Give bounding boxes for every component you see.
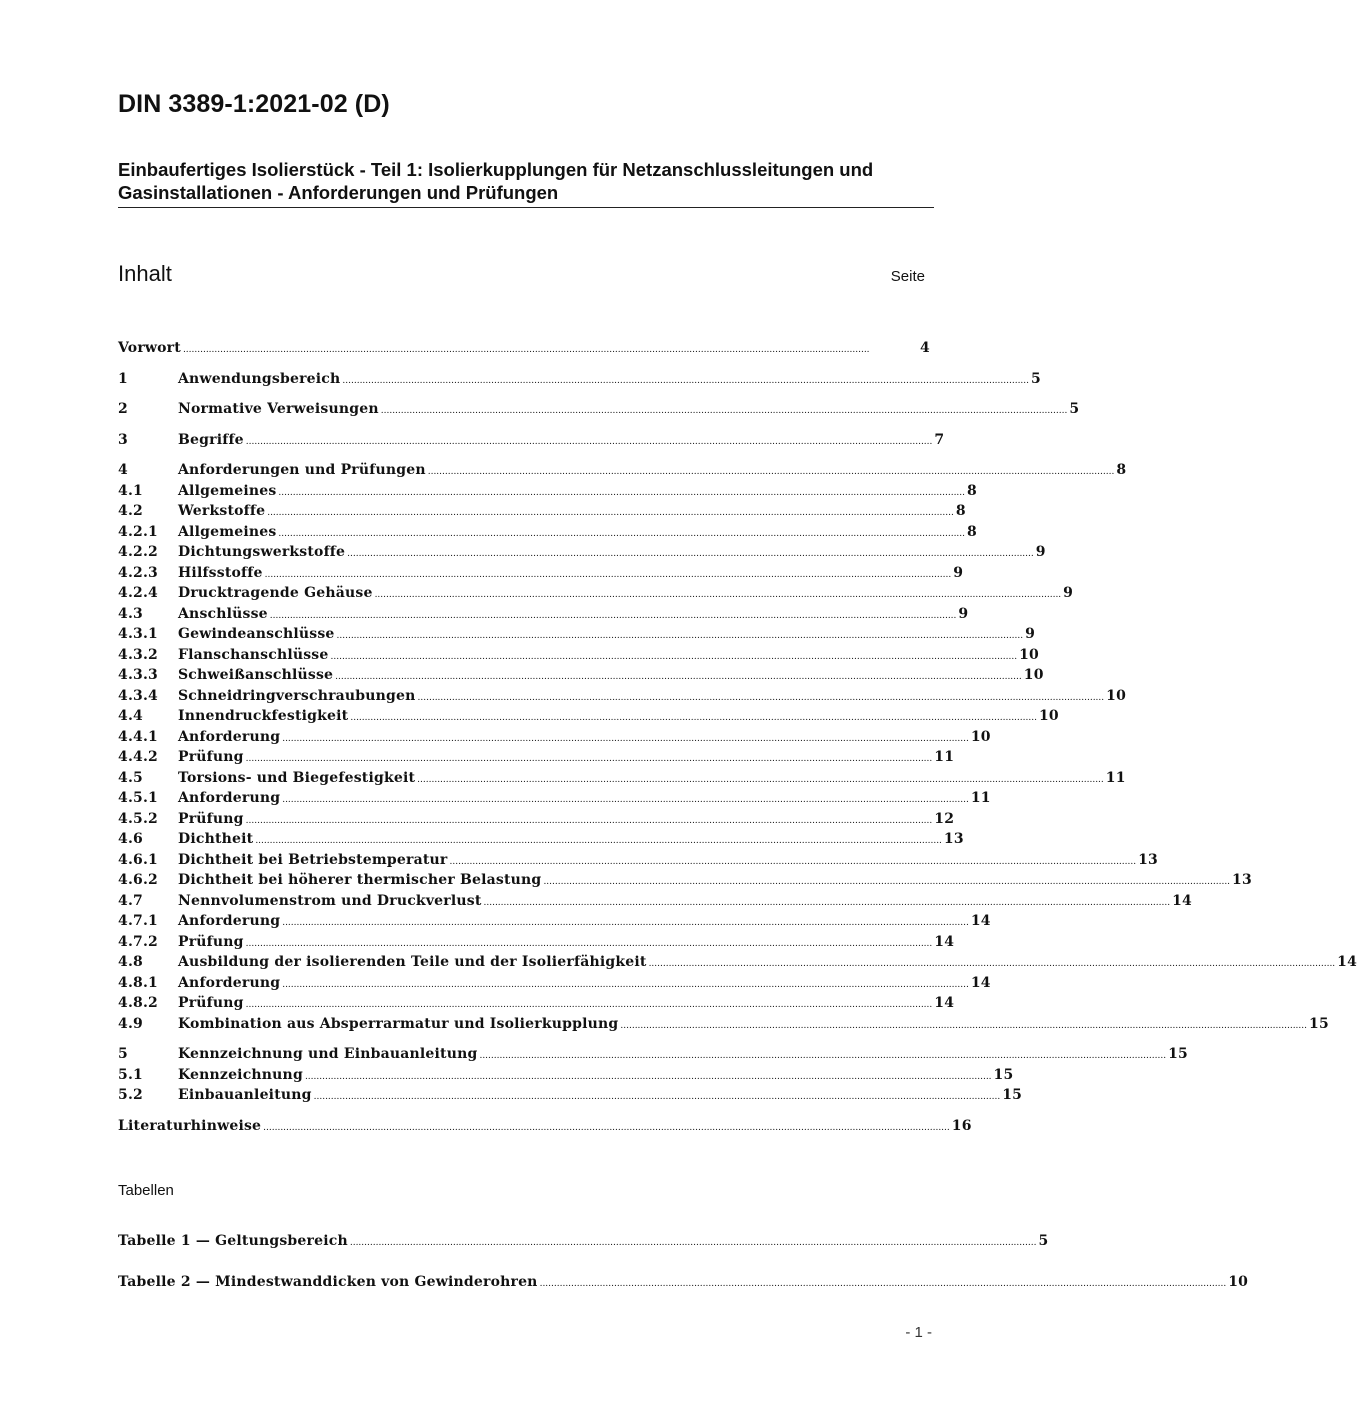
toc-entry-page: 14 — [934, 933, 955, 950]
toc-entry[interactable] — [118, 706, 1059, 727]
toc-entry-page: 14 — [1337, 954, 1357, 970]
toc-entry-number: 4.7 — [118, 892, 143, 909]
toc-entry[interactable] — [118, 1085, 1023, 1106]
toc-entry-page: 5 — [1031, 370, 1041, 387]
document-id: DIN 3389-1:2021-02 (D) — [118, 90, 390, 118]
toc-entry-number: 4.4 — [118, 708, 143, 724]
toc-entry-page: 15 — [1309, 1015, 1329, 1032]
toc-entry-page: 8 — [955, 503, 966, 519]
toc-dot-leader — [278, 522, 965, 545]
toc-dot-leader — [278, 481, 965, 504]
toc-entry-page: 10 — [1019, 646, 1039, 663]
toc-entry-number: 4.3 — [118, 605, 143, 622]
toc-entry-title[interactable]: Allgemeines — [178, 523, 277, 540]
toc-dot-leader — [350, 706, 1037, 729]
toc-entry[interactable] — [118, 542, 1046, 563]
table-list-page: 10 — [1228, 1273, 1249, 1290]
toc-entry-number: 4.5 — [118, 769, 143, 786]
toc-entry-title[interactable]: Kombination aus Absperrarmatur und Isolierkupplung — [178, 1015, 619, 1032]
page-number: - 1 - — [905, 1324, 932, 1341]
toc-entry-title[interactable]: Begriffe — [178, 431, 244, 448]
toc-entry[interactable] — [118, 870, 1252, 891]
toc-entry-number: 4.8.1 — [118, 974, 158, 991]
toc-entry[interactable] — [118, 481, 977, 502]
toc-entry-number: 4.4.2 — [118, 749, 158, 765]
toc-entry-title[interactable]: Anschlüsse — [178, 605, 268, 622]
toc-entry-page: 13 — [943, 831, 964, 847]
toc-entry-title[interactable]: Anforderung — [178, 728, 281, 745]
toc-entry[interactable] — [118, 788, 991, 809]
document-title: Einbaufertiges Isolierstück - Teil 1: Isolierkupplungen für Netzanschlussleitungen und Gasinstallationen - Anforderungen und Prüfungen — [118, 158, 934, 208]
table-of-contents — [118, 338, 1357, 1136]
toc-entry[interactable] — [118, 829, 964, 850]
toc-entry-number: 4.2.1 — [118, 523, 158, 540]
toc-entry-page: 8 — [967, 482, 977, 499]
toc-dot-leader — [255, 829, 942, 852]
toc-dot-leader — [246, 932, 933, 955]
toc-entry-page: 9 — [1025, 626, 1036, 642]
toc-entry[interactable] — [118, 727, 991, 748]
toc-dot-leader — [183, 338, 918, 361]
toc-entry-number: 4.2.2 — [118, 544, 158, 560]
toc-entry-number: 3 — [118, 431, 128, 448]
toc-entry-number: 2 — [118, 401, 128, 417]
toc-entry-title[interactable]: Anwendungsbereich — [178, 370, 341, 387]
toc-entry-number: 4.2.4 — [118, 585, 158, 601]
toc-entry-page: 14 — [970, 974, 991, 991]
toc-entry-page: 13 — [1138, 851, 1158, 868]
toc-entry[interactable] — [118, 1065, 1014, 1086]
toc-entry-title[interactable]: Schweißanschlüsse — [178, 667, 334, 683]
toc-entry-page: 9 — [958, 605, 969, 622]
toc-entry-page: 11 — [1105, 769, 1126, 786]
toc-entry-title[interactable]: Dichtheit — [178, 831, 254, 847]
toc-dot-leader — [479, 1044, 1166, 1067]
toc-entry[interactable] — [118, 850, 1158, 871]
table-list-entry[interactable] — [118, 1231, 1049, 1252]
tables-heading: Tabellen — [118, 1182, 174, 1199]
toc-dot-leader — [620, 1014, 1307, 1037]
toc-entry[interactable] — [118, 993, 955, 1014]
toc-entry-page: 11 — [934, 749, 955, 765]
table-list-title[interactable]: Tabelle 1 — Geltungsbereich — [118, 1233, 348, 1249]
toc-entry[interactable] — [118, 583, 1074, 604]
toc-entry-title[interactable]: Allgemeines — [178, 482, 277, 499]
toc-entry[interactable] — [118, 891, 1192, 912]
toc-entry[interactable] — [118, 369, 1041, 390]
toc-entry-page: 9 — [953, 564, 964, 581]
toc-entry-title[interactable]: Schneidringverschraubungen — [178, 687, 416, 704]
toc-entry-page: 16 — [951, 1117, 972, 1134]
toc-dot-leader — [282, 911, 969, 934]
toc-entry-title[interactable]: Vorwort — [118, 340, 181, 356]
toc-dot-leader — [331, 645, 1018, 668]
toc-dot-leader — [543, 870, 1230, 893]
toc-entry[interactable] — [118, 645, 1039, 666]
toc-entry-page: 15 — [993, 1066, 1014, 1083]
toc-dot-leader — [649, 952, 1336, 975]
toc-dot-leader — [347, 542, 1034, 565]
toc-entry-number: 4.5.2 — [118, 810, 158, 827]
toc-entry[interactable] — [118, 973, 991, 994]
toc-entry-number: 4.2.3 — [118, 564, 158, 581]
toc-entry-title[interactable]: Drucktragende Gehäuse — [178, 585, 373, 601]
toc-entry[interactable] — [118, 338, 930, 359]
toc-entry[interactable] — [118, 522, 977, 543]
toc-entry-page: 14 — [934, 995, 955, 1011]
toc-dot-leader — [337, 624, 1024, 647]
toc-entry[interactable] — [118, 911, 991, 932]
toc-entry-title[interactable]: Prüfung — [178, 810, 244, 827]
toc-entry[interactable] — [118, 501, 966, 522]
toc-dot-leader — [428, 460, 1115, 483]
toc-dot-leader — [270, 604, 957, 627]
page-column-label: Seite — [890, 268, 925, 285]
toc-entry-page: 8 — [967, 523, 977, 540]
toc-entry-title[interactable]: Torsions- und Biegefestigkeit — [178, 769, 416, 786]
toc-entry-page: 15 — [1002, 1087, 1023, 1103]
toc-entry[interactable] — [118, 460, 1127, 481]
toc-entry-number: 4.2 — [118, 503, 143, 519]
toc-dot-leader — [246, 747, 933, 770]
toc-entry-page: 10 — [970, 728, 991, 745]
toc-entry-number: 4.3.2 — [118, 646, 158, 663]
table-list-title[interactable]: Tabelle 2 — Mindestwanddicken von Gewinderohren — [118, 1273, 538, 1290]
toc-dot-leader — [263, 1116, 950, 1139]
toc-entry-title[interactable]: Dichtheit bei Betriebstemperatur — [178, 851, 448, 868]
toc-entry-number: 5 — [118, 1046, 128, 1062]
toc-dot-leader — [305, 1065, 992, 1088]
toc-entry[interactable] — [118, 809, 955, 830]
toc-entry-number: 4.6 — [118, 831, 143, 847]
contents-heading: Inhalt — [118, 261, 172, 286]
toc-entry-title[interactable]: Kennzeichnung — [178, 1066, 303, 1083]
toc-entry[interactable] — [118, 1044, 1188, 1065]
toc-entry-title[interactable]: Prüfung — [178, 749, 244, 765]
toc-dot-leader — [484, 891, 1171, 914]
toc-entry[interactable] — [118, 604, 969, 625]
toc-entry-title[interactable]: Literaturhinweise — [118, 1117, 262, 1134]
toc-entry-number: 4.1 — [118, 482, 143, 499]
toc-entry-title[interactable]: Innendruckfestigkeit — [178, 708, 349, 724]
toc-entry-number: 4.3.3 — [118, 667, 158, 683]
toc-entry-page: 10 — [1038, 708, 1059, 724]
toc-dot-leader — [246, 809, 933, 832]
toc-dot-leader — [418, 686, 1105, 709]
toc-entry-page: 14 — [1172, 892, 1192, 909]
toc-entry-page: 10 — [1106, 687, 1127, 704]
toc-entry-number: 4.7.1 — [118, 913, 158, 929]
toc-entry-number: 4.7.2 — [118, 933, 158, 950]
toc-entry-number: 1 — [118, 370, 128, 387]
toc-entry-page: 5 — [1069, 401, 1080, 417]
toc-dot-leader — [246, 430, 933, 453]
toc-entry[interactable] — [118, 1014, 1329, 1035]
toc-entry-number: 4.4.1 — [118, 728, 158, 745]
toc-entry-number: 4.3.1 — [118, 626, 158, 642]
table-list-page: 5 — [1038, 1233, 1049, 1249]
toc-dot-leader — [265, 563, 952, 586]
toc-entry-number: 5.2 — [118, 1087, 143, 1103]
toc-entry-page: 15 — [1168, 1046, 1188, 1062]
toc-dot-leader — [417, 768, 1104, 791]
toc-dot-leader — [282, 788, 969, 811]
toc-entry-number: 4.8 — [118, 954, 143, 970]
toc-entry-page: 7 — [934, 431, 945, 448]
toc-entry[interactable] — [118, 952, 1357, 973]
toc-entry-number: 4.5.1 — [118, 790, 158, 806]
toc-entry[interactable] — [118, 665, 1044, 686]
toc-entry-title[interactable]: Hilfsstoffe — [178, 564, 263, 581]
toc-dot-leader — [335, 665, 1022, 688]
toc-entry-page: 10 — [1023, 667, 1044, 683]
toc-entry[interactable] — [118, 399, 1080, 420]
toc-entry-number: 4.6.1 — [118, 851, 158, 868]
toc-entry[interactable] — [118, 932, 955, 953]
toc-entry-title[interactable]: Kennzeichnung und Einbauanleitung — [178, 1046, 478, 1062]
toc-entry-page: 13 — [1232, 872, 1252, 888]
toc-entry[interactable] — [118, 1116, 972, 1137]
toc-entry-number: 5.1 — [118, 1066, 143, 1083]
toc-entry-title[interactable]: Dichtheit bei höherer thermischer Belastung — [178, 872, 542, 888]
toc-entry-title[interactable]: Anforderung — [178, 913, 281, 929]
toc-dot-leader — [342, 369, 1029, 392]
toc-entry-title[interactable]: Anforderung — [178, 974, 281, 991]
toc-dot-leader — [381, 399, 1068, 422]
toc-entry-page: 14 — [970, 913, 991, 929]
toc-entry-number: 4.8.2 — [118, 995, 158, 1011]
toc-entry-title[interactable]: Nennvolumenstrom und Druckverlust — [178, 892, 482, 909]
toc-entry[interactable] — [118, 624, 1036, 645]
toc-dot-leader — [314, 1085, 1001, 1108]
list-of-tables — [118, 1231, 1249, 1292]
toc-entry-page: 4 — [920, 340, 930, 356]
toc-entry-title[interactable]: Flanschanschlüsse — [178, 646, 329, 663]
toc-entry[interactable] — [118, 768, 1126, 789]
toc-entry-number: 4.6.2 — [118, 872, 158, 888]
toc-dot-leader — [450, 850, 1137, 873]
toc-entry-title[interactable]: Anforderungen und Prüfungen — [178, 462, 426, 478]
toc-entry-page: 8 — [1116, 462, 1127, 478]
toc-entry[interactable] — [118, 430, 945, 451]
toc-entry-page: 9 — [1035, 544, 1046, 560]
toc-entry-number: 4.3.4 — [118, 687, 158, 704]
toc-entry[interactable] — [118, 563, 964, 584]
toc-entry-title[interactable]: Gewindeanschlüsse — [178, 626, 335, 642]
toc-entry-number: 4 — [118, 462, 128, 478]
toc-entry-title[interactable]: Ausbildung der isolierenden Teile und der Isolierfähigkeit — [178, 954, 647, 970]
table-list-entry[interactable] — [118, 1272, 1249, 1293]
toc-entry-title[interactable]: Einbauanleitung — [178, 1087, 312, 1103]
toc-entry-title[interactable]: Normative Verweisungen — [178, 401, 379, 417]
toc-entry[interactable] — [118, 747, 955, 768]
table-list-dot-leader — [540, 1272, 1227, 1295]
toc-entry-title[interactable]: Dichtungswerkstoffe — [178, 544, 346, 560]
table-list-dot-leader — [350, 1231, 1037, 1254]
toc-entry[interactable] — [118, 686, 1127, 707]
toc-dot-leader — [282, 727, 969, 750]
toc-dot-leader — [375, 583, 1062, 606]
toc-entry-page: 11 — [970, 790, 991, 806]
toc-dot-leader — [246, 993, 933, 1016]
toc-dot-leader — [282, 973, 969, 996]
toc-entry-number: 4.9 — [118, 1015, 143, 1032]
toc-dot-leader — [267, 501, 954, 524]
toc-entry-title[interactable]: Werkstoffe — [178, 503, 266, 519]
toc-entry-title[interactable]: Anforderung — [178, 790, 281, 806]
toc-entry-title[interactable]: Prüfung — [178, 933, 244, 950]
toc-entry-title[interactable]: Prüfung — [178, 995, 244, 1011]
toc-entry-page: 12 — [934, 810, 955, 827]
toc-entry-page: 9 — [1063, 585, 1074, 601]
